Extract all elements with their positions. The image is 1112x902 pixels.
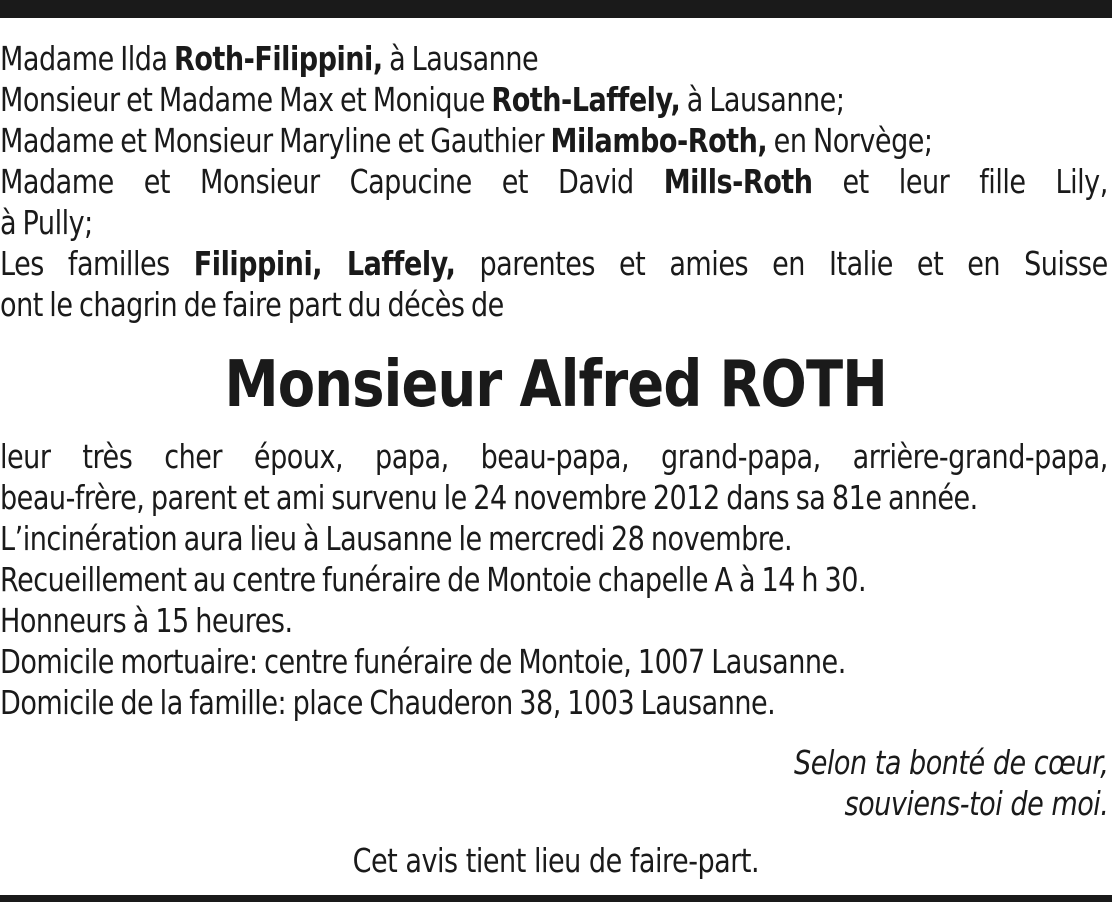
family-line-4-text: Madame et Monsieur Capucine et David	[0, 162, 664, 201]
details-line-5: Honneurs à 15 heures.	[0, 601, 293, 640]
family-line-2-surname: Roth-Laffely,	[491, 80, 681, 119]
family-line-1-text: Madame Ilda	[0, 39, 174, 78]
quote-line-2: souviens-toi de moi.	[844, 784, 1108, 823]
family-line-3-text: Madame et Monsieur Maryline et Gauthier	[0, 121, 551, 160]
family-announcement	[0, 38, 1108, 325]
family-line-3-surname: Milambo-Roth,	[550, 121, 768, 160]
details-line-4: Recueillement au centre funéraire de Montoie chapelle A à 14 h 30.	[0, 560, 867, 599]
family-line-4-suffix: et leur fille Lily,	[812, 162, 1108, 201]
funeral-details	[0, 436, 1108, 723]
bottom-border-rule	[0, 895, 1112, 902]
family-line-3	[0, 120, 1108, 161]
memorial-quote	[794, 742, 1108, 824]
family-line-1-surname: Roth-Filippini,	[173, 39, 383, 78]
family-line-6-surnames: Filippini, Laffely,	[193, 244, 456, 283]
family-line-6	[0, 243, 1108, 284]
family-line-2	[0, 79, 1108, 120]
top-border-rule	[0, 0, 1112, 18]
details-line-2: beau-frère, parent et ami survenu le 24 novembre 2012 dans sa 81e année.	[0, 478, 978, 517]
family-line-6-suffix: parentes et amies en Italie et en Suisse	[455, 244, 1108, 283]
family-line-2-text: Monsieur et Madame Max et Monique	[0, 80, 492, 119]
details-line-1: leur très cher époux, papa, beau-papa, grand-papa, arrière-grand-papa,	[0, 437, 1108, 476]
deceased-name: Monsieur Alfred ROTH	[224, 348, 888, 422]
deceased-name-heading	[0, 345, 1112, 425]
details-line-6: Domicile mortuaire: centre funéraire de Montoie, 1007 Lausanne.	[0, 642, 846, 681]
family-line-3-place: en Norvège;	[767, 121, 933, 160]
family-line-5: à Pully;	[0, 203, 93, 242]
quote-line-1: Selon ta bonté de cœur,	[793, 743, 1108, 782]
family-line-6-text: Les familles	[0, 244, 194, 283]
family-line-2-place: à Lausanne;	[680, 80, 845, 119]
family-line-1	[0, 38, 1108, 79]
family-line-1-place: à Lausanne	[382, 39, 539, 78]
family-line-7: ont le chagrin de faire part du décès de	[0, 285, 504, 324]
footer-note	[0, 840, 1112, 881]
family-line-4-surname: Mills-Roth	[663, 162, 813, 201]
details-line-7: Domicile de la famille: place Chauderon 38, 1003 Lausanne.	[0, 683, 776, 722]
footer-text: Cet avis tient lieu de faire-part.	[352, 841, 760, 880]
details-line-3: L’incinération aura lieu à Lausanne le mercredi 28 novembre.	[0, 519, 793, 558]
family-line-4	[0, 161, 1108, 202]
